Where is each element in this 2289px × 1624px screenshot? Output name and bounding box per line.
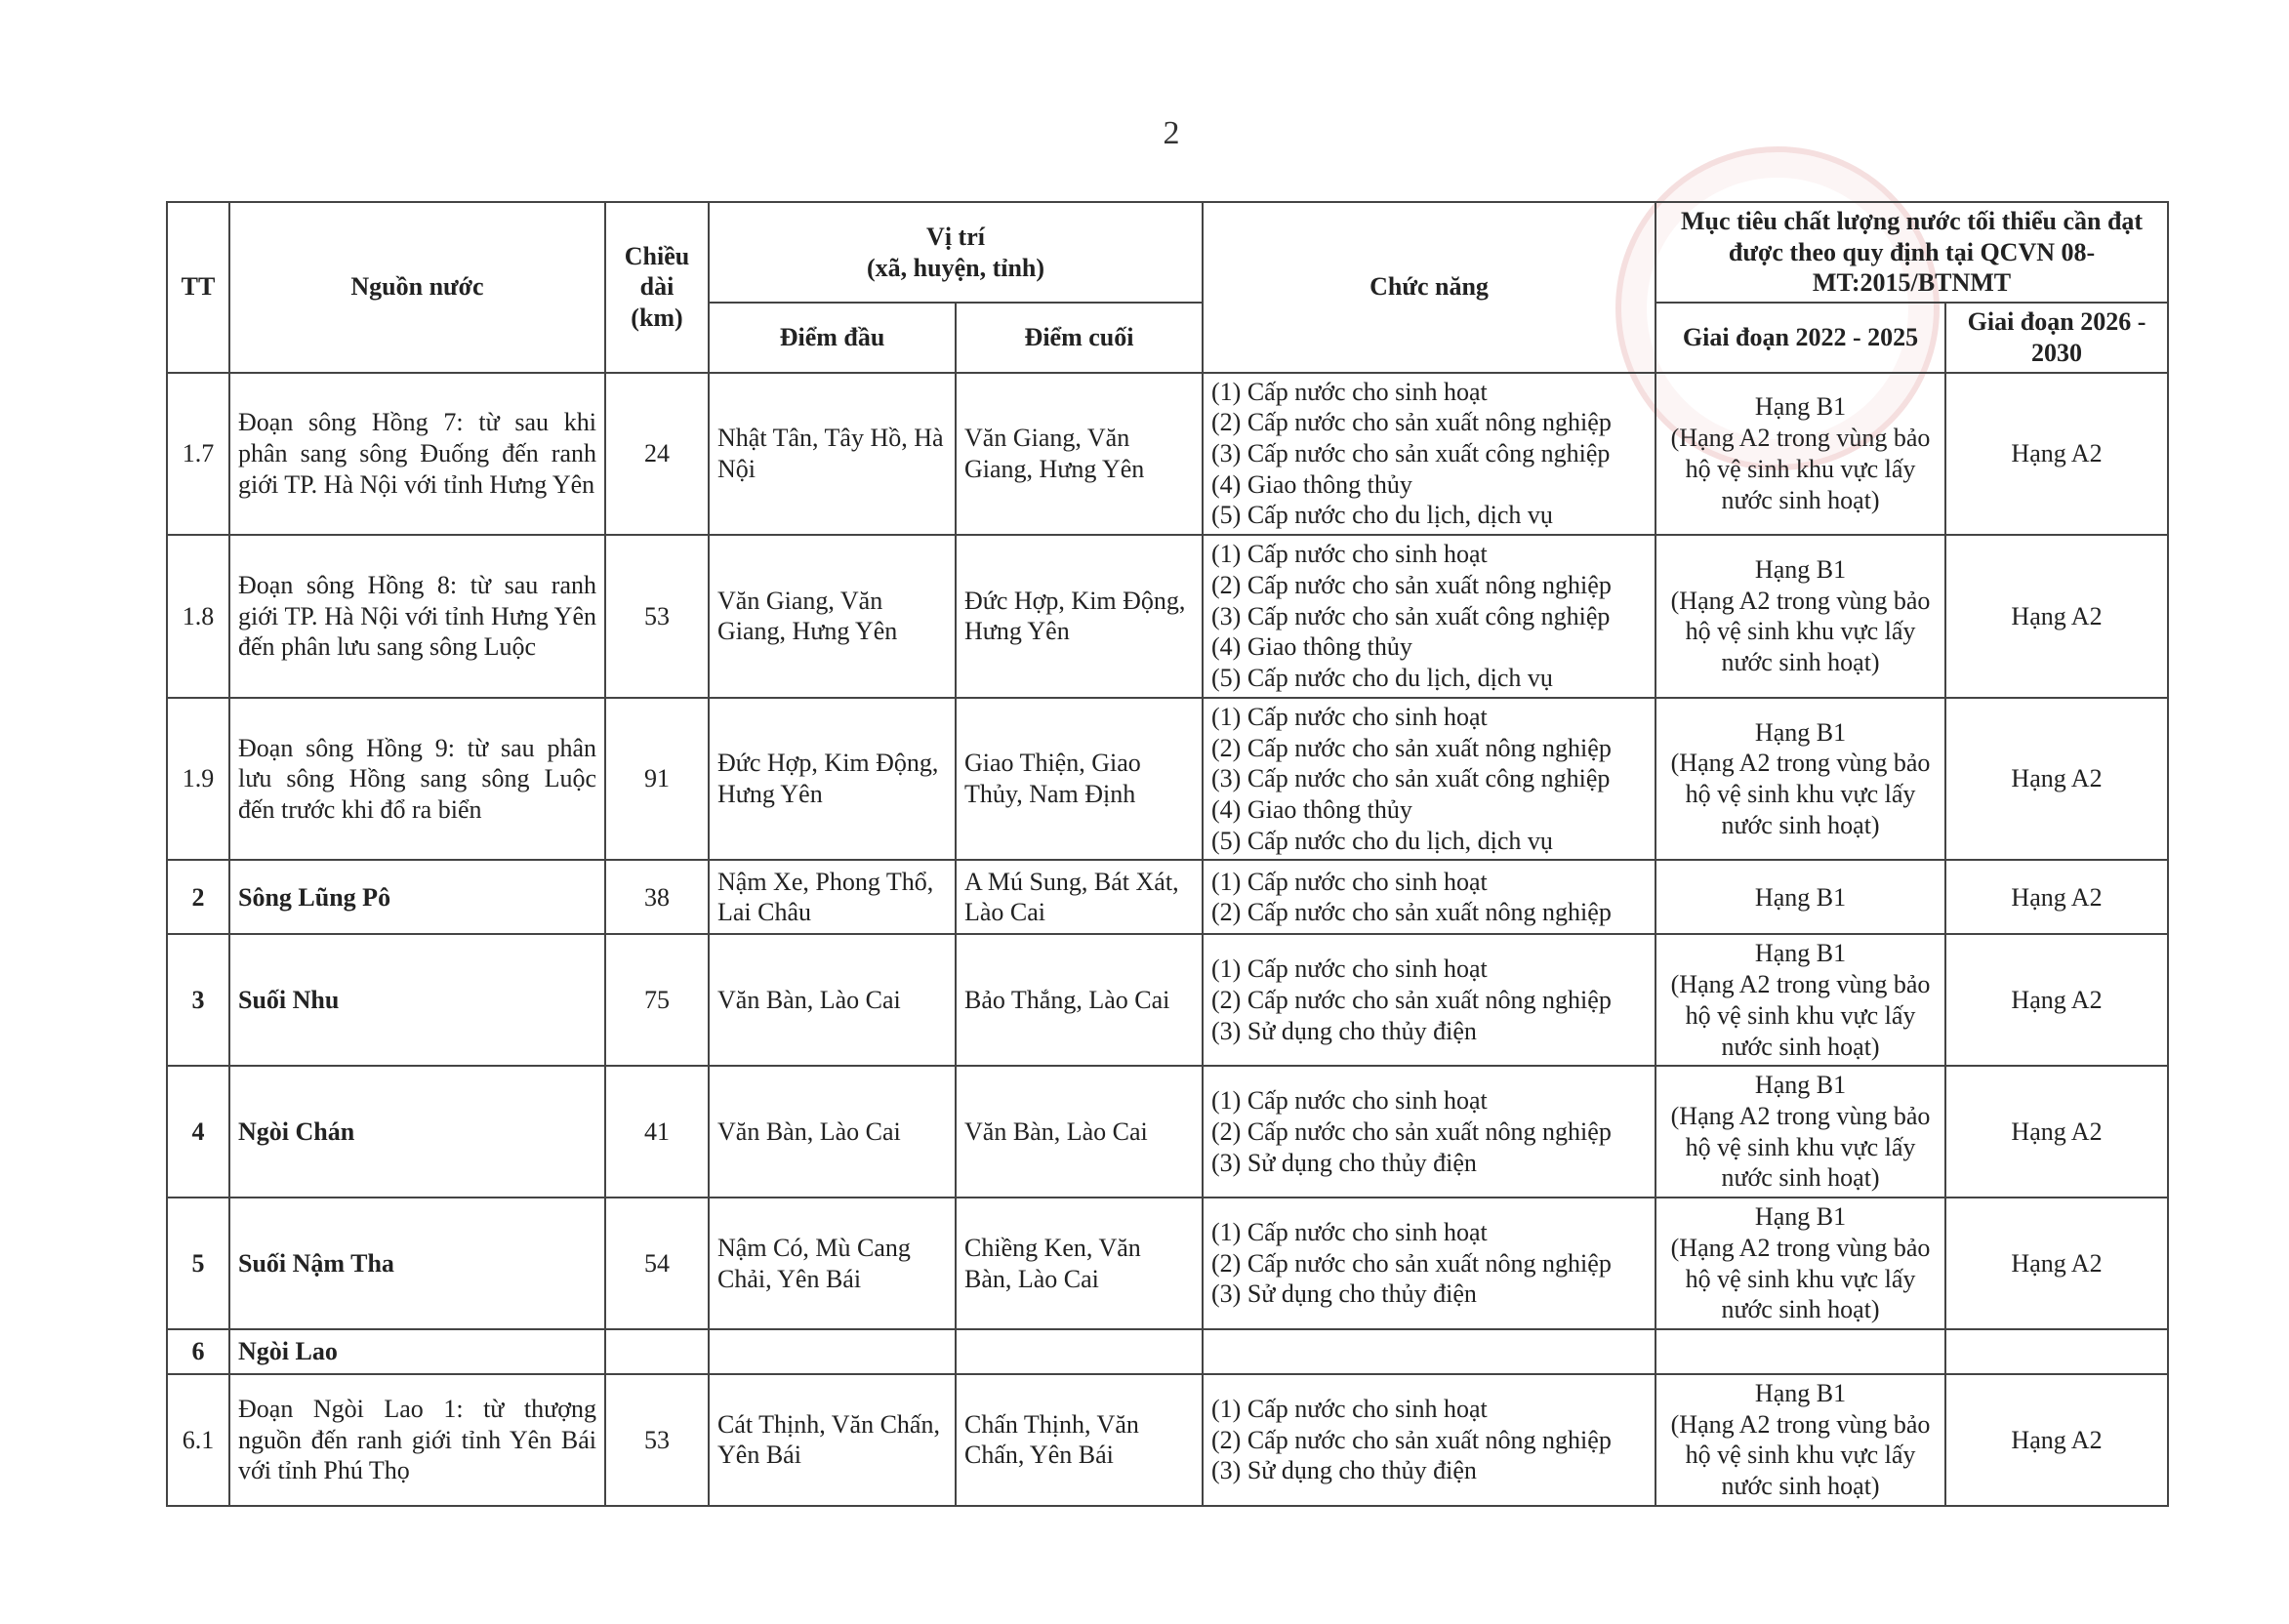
- header-function: Chức năng: [1203, 202, 1655, 373]
- function-item: (5) Cấp nước cho du lịch, dịch vụ: [1211, 826, 1553, 855]
- row-end-point: [956, 1329, 1203, 1374]
- row-start-point: Nậm Có, Mù Cang Chải, Yên Bái: [709, 1198, 956, 1329]
- function-item: (1) Cấp nước cho sinh hoạt: [1211, 702, 1488, 731]
- row-length: 53: [605, 1374, 709, 1506]
- row-source: Đoạn sông Hồng 7: từ sau khi phân sang sông Đuống đến ranh giới TP. Hà Nội với tỉnh Hưng Yên: [229, 373, 605, 536]
- row-end-point: Văn Giang, Văn Giang, Hưng Yên: [956, 373, 1203, 536]
- row-source: Ngòi Chán: [229, 1066, 605, 1198]
- row-start-point: [709, 1329, 956, 1374]
- row-length: [605, 1329, 709, 1374]
- row-source: Suối Nhu: [229, 934, 605, 1066]
- function-item: (3) Sử dụng cho thủy điện: [1211, 1016, 1477, 1045]
- row-phase2: Hạng A2: [1945, 934, 2168, 1066]
- row-start-point: Văn Bàn, Lào Cai: [709, 1066, 956, 1198]
- function-item: (1) Cấp nước cho sinh hoạt: [1211, 1394, 1488, 1423]
- header-source: Nguồn nước: [229, 202, 605, 373]
- table-row: [167, 860, 2168, 934]
- function-item: (2) Cấp nước cho sản xuất nông nghiệp: [1211, 570, 1612, 599]
- function-item: (2) Cấp nước cho sản xuất nông nghiệp: [1211, 408, 1612, 437]
- row-phase1: Hạng B1 (Hạng A2 trong vùng bảo hộ vệ sinh khu vực lấy nước sinh hoạt): [1655, 1066, 1945, 1198]
- header-end: Điểm cuối: [956, 303, 1203, 372]
- row-phase1: Hạng B1: [1655, 860, 1945, 934]
- header-row-1: [167, 202, 2168, 303]
- row-source: Đoạn Ngòi Lao 1: từ thượng nguồn đến ranh giới tỉnh Yên Bái với tỉnh Phú Thọ: [229, 1374, 605, 1506]
- function-item: (2) Cấp nước cho sản xuất nông nghiệp: [1211, 733, 1612, 762]
- function-item: (1) Cấp nước cho sinh hoạt: [1211, 540, 1488, 569]
- row-tt: 1.8: [167, 535, 229, 698]
- row-phase1: Hạng B1 (Hạng A2 trong vùng bảo hộ vệ sinh khu vực lấy nước sinh hoạt): [1655, 1198, 1945, 1329]
- row-phase1: [1655, 1329, 1945, 1374]
- row-phase2: Hạng A2: [1945, 373, 2168, 536]
- row-length: 38: [605, 860, 709, 934]
- row-end-point: Chiềng Ken, Văn Bàn, Lào Cai: [956, 1198, 1203, 1329]
- row-functions: [1203, 1066, 1655, 1198]
- function-item: (5) Cấp nước cho du lịch, dịch vụ: [1211, 501, 1553, 530]
- row-tt: 4: [167, 1066, 229, 1198]
- water-quality-table: [166, 201, 2169, 1507]
- function-item: (4) Giao thông thủy: [1211, 632, 1412, 662]
- header-target: Mục tiêu chất lượng nước tối thiểu cần đạt được theo quy định tại QCVN 08-MT:2015/BTNMT: [1655, 202, 2168, 303]
- row-end-point: A Mú Sung, Bát Xát, Lào Cai: [956, 860, 1203, 934]
- row-length: 91: [605, 698, 709, 861]
- row-phase1: Hạng B1 (Hạng A2 trong vùng bảo hộ vệ sinh khu vực lấy nước sinh hoạt): [1655, 373, 1945, 536]
- header-start: Điểm đầu: [709, 303, 956, 372]
- function-item: (3) Cấp nước cho sản xuất công nghiệp: [1211, 439, 1611, 468]
- row-tt: 6.1: [167, 1374, 229, 1506]
- row-start-point: Văn Giang, Văn Giang, Hưng Yên: [709, 535, 956, 698]
- function-item: (1) Cấp nước cho sinh hoạt: [1211, 1217, 1488, 1246]
- header-phase1: Giai đoạn 2022 - 2025: [1655, 303, 1945, 372]
- table-row: [167, 698, 2168, 861]
- row-source: Ngòi Lao: [229, 1329, 605, 1374]
- row-functions: [1203, 535, 1655, 698]
- row-functions: [1203, 698, 1655, 861]
- table-row: [167, 373, 2168, 536]
- row-end-point: Chấn Thịnh, Văn Chấn, Yên Bái: [956, 1374, 1203, 1506]
- row-start-point: Văn Bàn, Lào Cai: [709, 934, 956, 1066]
- function-item: (3) Cấp nước cho sản xuất công nghiệp: [1211, 601, 1611, 630]
- function-item: (1) Cấp nước cho sinh hoạt: [1211, 867, 1488, 896]
- row-phase2: Hạng A2: [1945, 1198, 2168, 1329]
- row-length: 41: [605, 1066, 709, 1198]
- header-phase2: Giai đoạn 2026 - 2030: [1945, 303, 2168, 372]
- row-tt: 1.7: [167, 373, 229, 536]
- row-functions: [1203, 1198, 1655, 1329]
- row-start-point: Đức Hợp, Kim Động, Hưng Yên: [709, 698, 956, 861]
- row-tt: 6: [167, 1329, 229, 1374]
- function-item: (2) Cấp nước cho sản xuất nông nghiệp: [1211, 1116, 1612, 1146]
- row-functions: [1203, 860, 1655, 934]
- row-source: Sông Lũng Pô: [229, 860, 605, 934]
- function-item: (1) Cấp nước cho sinh hoạt: [1211, 377, 1488, 406]
- function-item: (3) Cấp nước cho sản xuất công nghiệp: [1211, 764, 1611, 793]
- function-item: (5) Cấp nước cho du lịch, dịch vụ: [1211, 664, 1553, 693]
- row-source: Suối Nậm Tha: [229, 1198, 605, 1329]
- function-item: (2) Cấp nước cho sản xuất nông nghiệp: [1211, 1425, 1612, 1454]
- header-location: Vị trí (xã, huyện, tỉnh): [709, 202, 1203, 303]
- header-tt: TT: [167, 202, 229, 373]
- row-phase1: Hạng B1 (Hạng A2 trong vùng bảo hộ vệ sinh khu vực lấy nước sinh hoạt): [1655, 698, 1945, 861]
- row-end-point: Đức Hợp, Kim Động, Hưng Yên: [956, 535, 1203, 698]
- row-phase1: Hạng B1 (Hạng A2 trong vùng bảo hộ vệ sinh khu vực lấy nước sinh hoạt): [1655, 535, 1945, 698]
- function-item: (3) Sử dụng cho thủy điện: [1211, 1148, 1477, 1177]
- row-tt: 2: [167, 860, 229, 934]
- page-number: 2: [1163, 115, 1180, 151]
- function-item: (3) Sử dụng cho thủy điện: [1211, 1279, 1477, 1309]
- function-item: (4) Giao thông thủy: [1211, 469, 1412, 499]
- row-phase2: [1945, 1329, 2168, 1374]
- table-row: [167, 535, 2168, 698]
- row-functions: [1203, 934, 1655, 1066]
- header-length: Chiều dài (km): [605, 202, 709, 373]
- function-item: (1) Cấp nước cho sinh hoạt: [1211, 954, 1488, 984]
- row-start-point: Nhật Tân, Tây Hồ, Hà Nội: [709, 373, 956, 536]
- row-phase2: Hạng A2: [1945, 535, 2168, 698]
- row-length: 24: [605, 373, 709, 536]
- row-functions: [1203, 1329, 1655, 1374]
- row-length: 53: [605, 535, 709, 698]
- function-item: (2) Cấp nước cho sản xuất nông nghiệp: [1211, 1248, 1612, 1278]
- row-phase1: Hạng B1 (Hạng A2 trong vùng bảo hộ vệ sinh khu vực lấy nước sinh hoạt): [1655, 1374, 1945, 1506]
- row-tt: 3: [167, 934, 229, 1066]
- row-length: 75: [605, 934, 709, 1066]
- function-item: (2) Cấp nước cho sản xuất nông nghiệp: [1211, 898, 1612, 927]
- row-functions: [1203, 1374, 1655, 1506]
- table-row: [167, 934, 2168, 1066]
- table-row: [167, 1066, 2168, 1198]
- row-start-point: Nậm Xe, Phong Thổ, Lai Châu: [709, 860, 956, 934]
- row-source: Đoạn sông Hồng 8: từ sau ranh giới TP. Hà Nội với tỉnh Hưng Yên đến phân lưu sang sông Luộc: [229, 535, 605, 698]
- function-item: (4) Giao thông thủy: [1211, 794, 1412, 824]
- function-item: (2) Cấp nước cho sản xuất nông nghiệp: [1211, 985, 1612, 1014]
- row-end-point: Văn Bàn, Lào Cai: [956, 1066, 1203, 1198]
- row-length: 54: [605, 1198, 709, 1329]
- row-phase2: Hạng A2: [1945, 1374, 2168, 1506]
- row-source: Đoạn sông Hồng 9: từ sau phân lưu sông Hồng sang sông Luộc đến trước khi đổ ra biển: [229, 698, 605, 861]
- table-row: [167, 1329, 2168, 1374]
- row-phase2: Hạng A2: [1945, 1066, 2168, 1198]
- row-end-point: Bảo Thắng, Lào Cai: [956, 934, 1203, 1066]
- row-start-point: Cát Thịnh, Văn Chấn, Yên Bái: [709, 1374, 956, 1506]
- table-body: [167, 373, 2168, 1506]
- row-end-point: Giao Thiện, Giao Thủy, Nam Định: [956, 698, 1203, 861]
- row-phase2: Hạng A2: [1945, 860, 2168, 934]
- function-item: (3) Sử dụng cho thủy điện: [1211, 1456, 1477, 1485]
- table-row: [167, 1198, 2168, 1329]
- row-tt: 5: [167, 1198, 229, 1329]
- table-row: [167, 1374, 2168, 1506]
- row-functions: [1203, 373, 1655, 536]
- function-item: (1) Cấp nước cho sinh hoạt: [1211, 1086, 1488, 1116]
- row-phase1: Hạng B1 (Hạng A2 trong vùng bảo hộ vệ sinh khu vực lấy nước sinh hoạt): [1655, 934, 1945, 1066]
- row-phase2: Hạng A2: [1945, 698, 2168, 861]
- row-tt: 1.9: [167, 698, 229, 861]
